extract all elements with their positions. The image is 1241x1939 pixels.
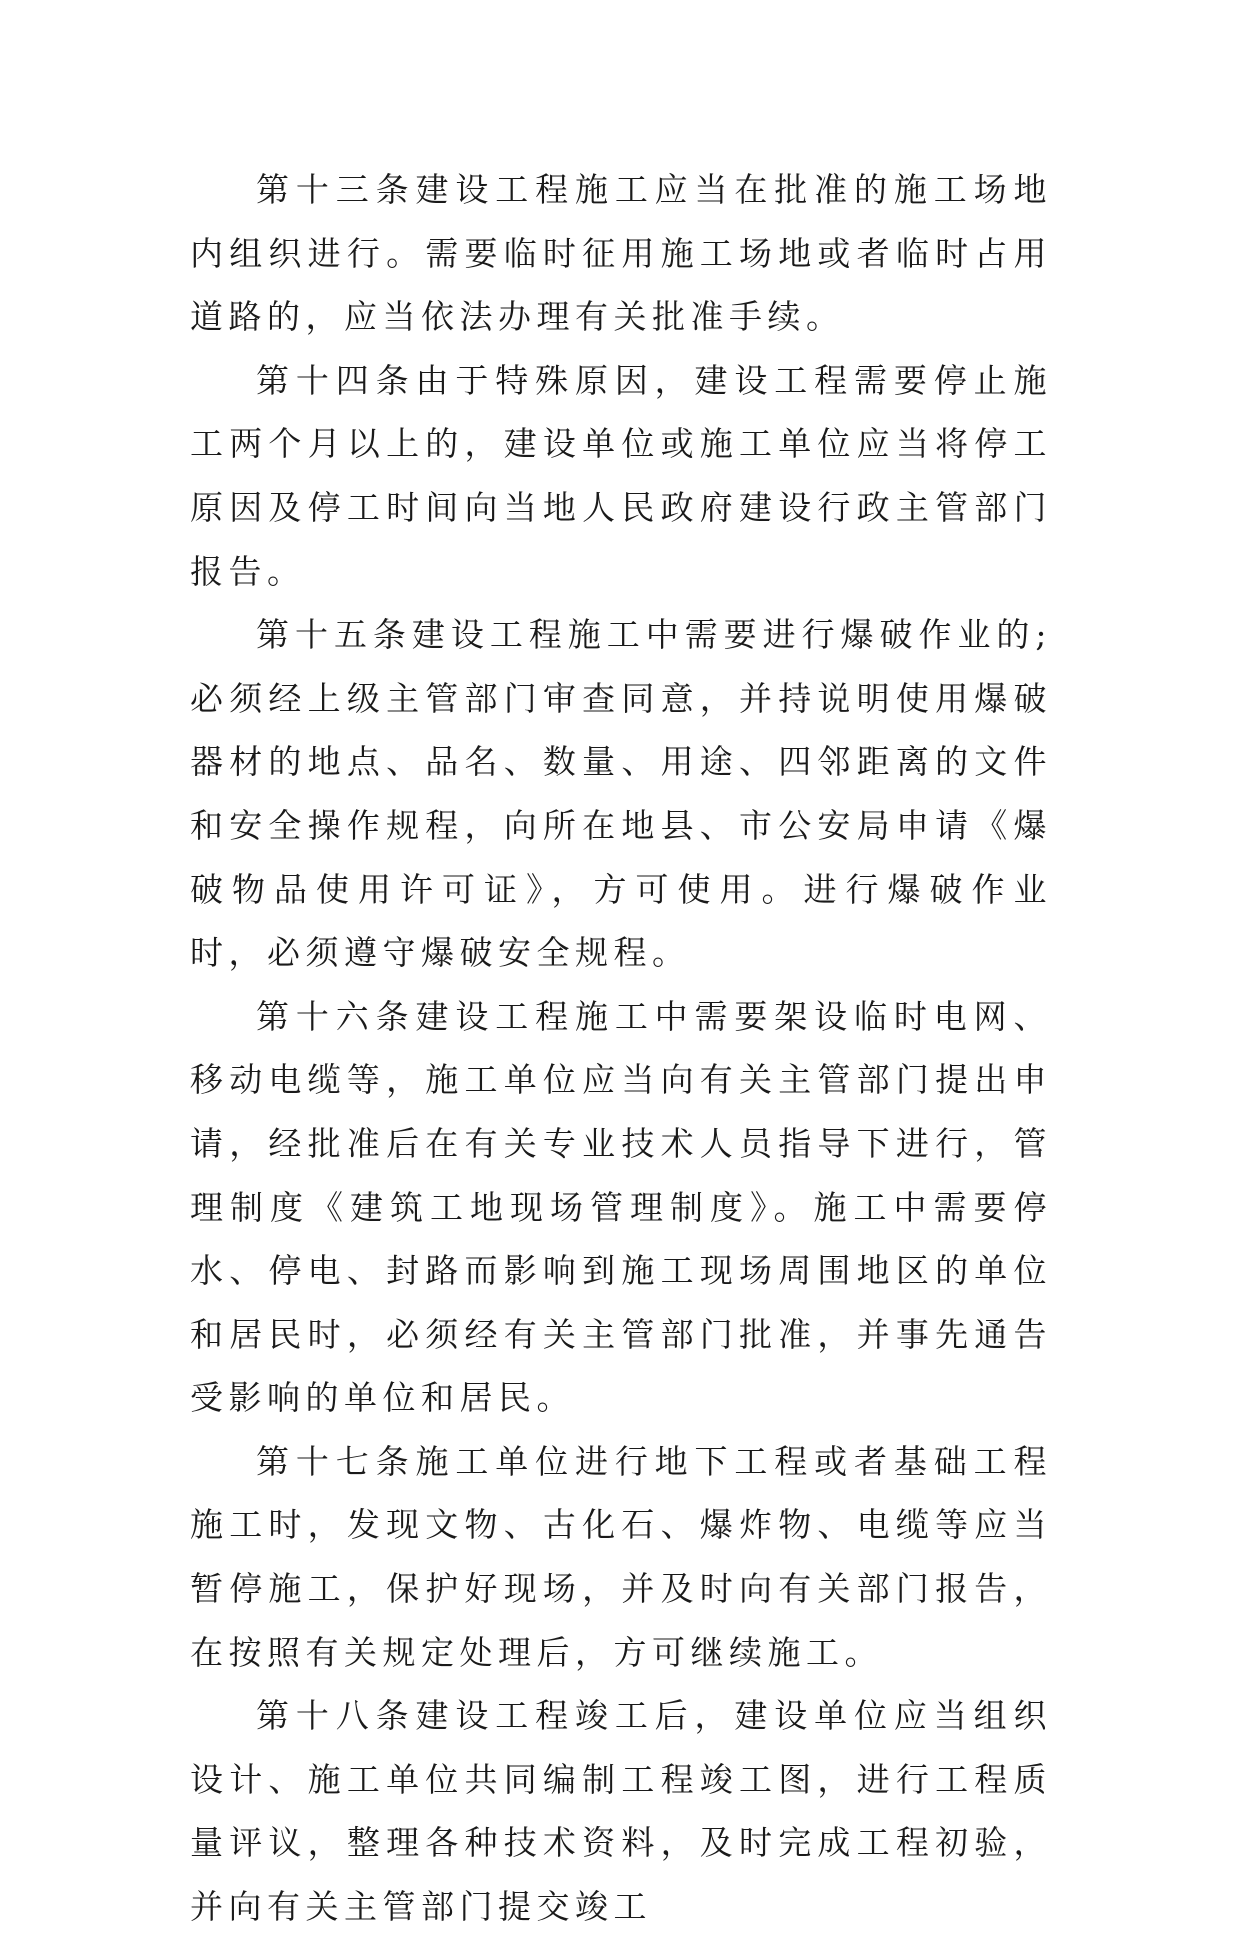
document-body bbox=[190, 158, 1052, 1939]
article-17-paragraph: 第十七条施工单位进行地下工程或者基础工程施工时，发现文物、古化石、爆炸物、电缆等应当暂停施工，保护好现场，并及时向有关部门报告，在按照有关规定处理后，方可继续施工。 bbox=[190, 1441, 1052, 1672]
article-15-paragraph: 第十五条建设工程施工中需要进行爆破作业的;必须经上级主管部门审查同意，并持说明使用爆破器材的地点、品名、数量、用途、四邻距离的文件和安全操作规程，向所在地县、市公安局申请《爆破物品使用许可证》，方可使用。进行爆破作业时，必须遵守爆破安全规程。 bbox=[190, 615, 1052, 973]
article-13-paragraph: 第十三条建设工程施工应当在批准的施工场地内组织进行。需要临时征用施工场地或者临时占用道路的，应当依法办理有关批准手续。 bbox=[190, 170, 1052, 337]
article-16-paragraph: 第十六条建设工程施工中需要架设临时电网、移动电缆等，施工单位应当向有关主管部门提出申请，经批准后在有关专业技术人员指导下进行，管理制度《建筑工地现场管理制度》。施工中需要停水、停电、封路而影响到施工现场周围地区的单位和居民时，必须经有关主管部门批准，并事先通告受影响的单位和居民。 bbox=[190, 996, 1052, 1418]
article-18-paragraph: 第十八条建设工程竣工后，建设单位应当组织设计、施工单位共同编制工程竣工图，进行工程质量评议，整理各种技术资料，及时完成工程初验，并向有关主管部门提交竣工 bbox=[190, 1696, 1052, 1927]
article-14-paragraph: 第十四条由于特殊原因，建设工程需要停止施工两个月以上的，建设单位或施工单位应当将停工原因及停工时间向当地人民政府建设行政主管部门报告。 bbox=[190, 360, 1052, 591]
